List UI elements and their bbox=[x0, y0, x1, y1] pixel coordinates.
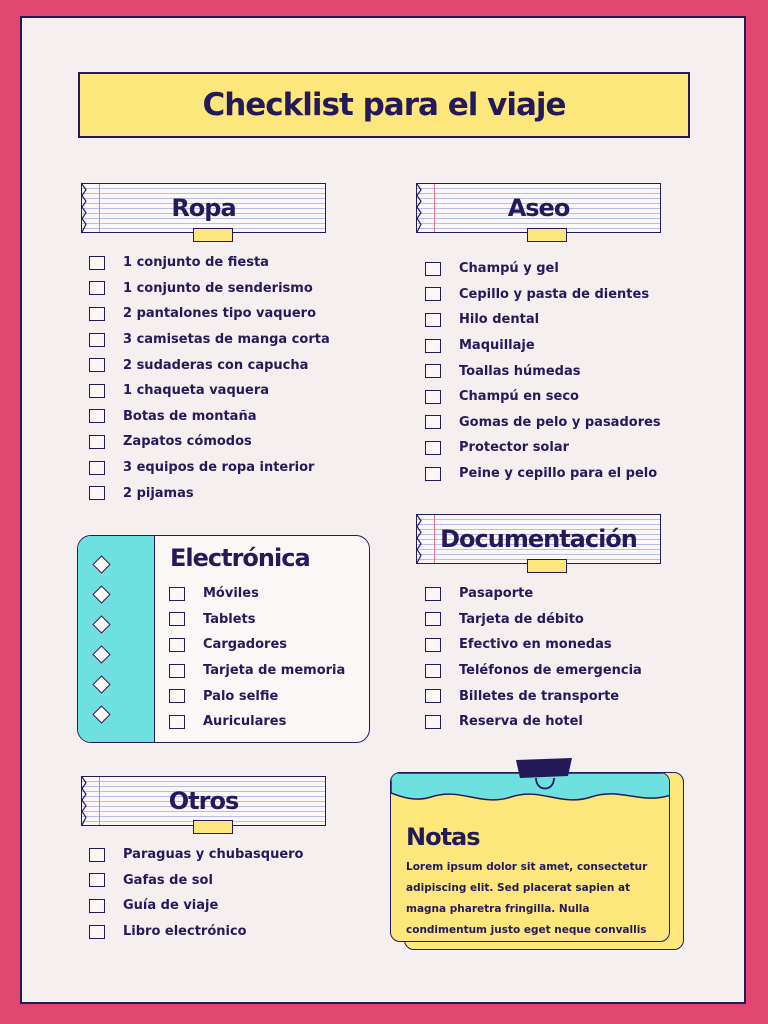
checkbox[interactable] bbox=[89, 873, 105, 887]
checklist-item bbox=[169, 632, 345, 658]
checklist-item bbox=[89, 893, 303, 919]
checklist-item bbox=[169, 683, 345, 709]
checklist-item-label: 1 chaqueta vaquera bbox=[123, 383, 270, 399]
checklist-item bbox=[89, 301, 330, 327]
checklist-item-label: Guía de viaje bbox=[123, 898, 219, 914]
checkbox[interactable] bbox=[425, 262, 441, 276]
checklist-item-label: 3 equipos de ropa interior bbox=[123, 460, 315, 476]
checklist-item bbox=[425, 358, 661, 384]
diamond-icon bbox=[92, 615, 110, 633]
checklist-item-label: Maquillaje bbox=[459, 338, 535, 354]
ropa-header-paper bbox=[81, 183, 326, 233]
checkbox[interactable] bbox=[425, 587, 441, 601]
checkbox[interactable] bbox=[425, 415, 441, 429]
torn-edge-icon bbox=[415, 184, 423, 232]
notes-front-sheet bbox=[390, 772, 670, 942]
torn-edge-icon bbox=[415, 515, 423, 563]
diamond-icon bbox=[92, 705, 110, 723]
checkbox[interactable] bbox=[425, 715, 441, 729]
checkbox[interactable] bbox=[89, 384, 105, 398]
diamond-icon bbox=[92, 555, 110, 573]
checklist-item-label: Tablets bbox=[203, 611, 256, 627]
checklist-item-label: Peine y cepillo para el pelo bbox=[459, 466, 658, 482]
checklist-item bbox=[425, 282, 661, 308]
checklist-item-label: Protector solar bbox=[459, 440, 569, 456]
checklist-item-label: Tarjeta de débito bbox=[459, 611, 584, 627]
checklist-item-label: Pasaporte bbox=[459, 586, 534, 602]
otros-header-paper bbox=[81, 776, 326, 826]
checklist-item-label: 2 pijamas bbox=[123, 485, 194, 501]
checklist-item bbox=[425, 307, 661, 333]
checklist-item-label: 3 camisetas de manga corta bbox=[123, 332, 330, 348]
checklist-item bbox=[425, 632, 642, 658]
checklist-item bbox=[425, 683, 642, 709]
checklist-item bbox=[425, 435, 661, 461]
checklist-item bbox=[425, 709, 642, 735]
aseo-list bbox=[425, 256, 661, 486]
checklist-item-label: Paraguas y chubasquero bbox=[123, 847, 304, 863]
checkbox[interactable] bbox=[425, 364, 441, 378]
checklist-item-label: Zapatos cómodos bbox=[123, 434, 252, 450]
binder-clip-icon bbox=[514, 758, 574, 796]
checkbox[interactable] bbox=[89, 358, 105, 372]
checklist-item bbox=[169, 658, 345, 684]
checkbox[interactable] bbox=[425, 664, 441, 678]
checkbox[interactable] bbox=[89, 461, 105, 475]
checkbox[interactable] bbox=[89, 848, 105, 862]
section-title-aseo: Aseo bbox=[507, 194, 570, 222]
tape-otros bbox=[193, 820, 233, 834]
section-title-electronica: Electrónica bbox=[170, 544, 310, 572]
tape-aseo bbox=[527, 228, 567, 242]
checkbox[interactable] bbox=[425, 339, 441, 353]
checklist-item bbox=[89, 404, 330, 430]
documentacion-header-paper bbox=[416, 514, 661, 564]
documentacion-list bbox=[425, 581, 642, 735]
title-banner bbox=[78, 72, 690, 138]
checklist-item-label: Toallas húmedas bbox=[459, 363, 581, 379]
checklist-item-label: Tarjeta de memoria bbox=[203, 663, 346, 679]
checklist-item bbox=[425, 581, 642, 607]
section-title-otros: Otros bbox=[168, 787, 239, 815]
diamond-icon bbox=[92, 645, 110, 663]
aseo-header-paper bbox=[416, 183, 661, 233]
checklist-item-label: Auriculares bbox=[203, 714, 287, 730]
section-title-ropa: Ropa bbox=[171, 194, 236, 222]
checkbox[interactable] bbox=[169, 587, 185, 601]
section-title-documentacion: Documentación bbox=[440, 525, 637, 553]
checklist-item bbox=[89, 480, 330, 506]
checklist-item bbox=[89, 327, 330, 353]
checkbox[interactable] bbox=[425, 467, 441, 481]
checklist-item-label: 1 conjunto de senderismo bbox=[123, 280, 313, 296]
electronica-list bbox=[169, 581, 345, 735]
electronica-side-band bbox=[78, 536, 155, 742]
checklist-item-label: Cepillo y pasta de dientes bbox=[459, 286, 650, 302]
torn-edge-icon bbox=[80, 184, 88, 232]
checklist-item-label: Billetes de transporte bbox=[459, 688, 620, 704]
checkbox[interactable] bbox=[89, 281, 105, 295]
checkbox[interactable] bbox=[89, 409, 105, 423]
checkbox[interactable] bbox=[425, 313, 441, 327]
checklist-item-label: Botas de montaña bbox=[123, 408, 257, 424]
checklist-item bbox=[89, 378, 330, 404]
checklist-item-label: Gomas de pelo y pasadores bbox=[459, 414, 661, 430]
checkbox[interactable] bbox=[169, 612, 185, 626]
checklist-item-label: Efectivo en monedas bbox=[459, 637, 612, 653]
checklist-item-label: Hilo dental bbox=[459, 312, 540, 328]
checkbox[interactable] bbox=[425, 287, 441, 301]
checklist-item bbox=[89, 276, 330, 302]
tape-ropa bbox=[193, 228, 233, 242]
checklist-item bbox=[89, 868, 303, 894]
checkbox[interactable] bbox=[89, 925, 105, 939]
checklist-item-label: Teléfonos de emergencia bbox=[459, 663, 642, 679]
checklist-item-label: Palo selfie bbox=[203, 688, 279, 704]
checkbox[interactable] bbox=[425, 612, 441, 626]
page-title: Checklist para el viaje bbox=[202, 87, 566, 123]
checklist-item-label: Gafas de sol bbox=[123, 872, 213, 888]
checklist-item bbox=[89, 352, 330, 378]
checkbox[interactable] bbox=[425, 390, 441, 404]
checkbox[interactable] bbox=[89, 307, 105, 321]
checklist-item-label: Reserva de hotel bbox=[459, 714, 583, 730]
torn-edge-icon bbox=[80, 777, 88, 825]
diamond-icon bbox=[92, 585, 110, 603]
checklist-item bbox=[425, 410, 661, 436]
checklist-item bbox=[89, 250, 330, 276]
checklist-item-label: Champú y gel bbox=[459, 261, 559, 277]
tape-documentacion bbox=[527, 559, 567, 573]
checklist-item bbox=[89, 455, 330, 481]
checklist-item bbox=[425, 607, 642, 633]
checklist-item bbox=[425, 461, 661, 487]
notes-card bbox=[390, 758, 686, 950]
checklist-item bbox=[89, 429, 330, 455]
otros-list bbox=[89, 842, 303, 944]
ropa-list bbox=[89, 250, 330, 506]
checklist-item bbox=[425, 384, 661, 410]
checkbox[interactable] bbox=[169, 638, 185, 652]
checkbox[interactable] bbox=[425, 638, 441, 652]
checklist-item bbox=[425, 256, 661, 282]
checklist-item bbox=[169, 607, 345, 633]
checkbox[interactable] bbox=[169, 664, 185, 678]
checkbox[interactable] bbox=[89, 256, 105, 270]
checklist-item-label: Cargadores bbox=[203, 637, 288, 653]
checkbox[interactable] bbox=[425, 689, 441, 703]
checklist-item-label: 2 pantalones tipo vaquero bbox=[123, 306, 317, 322]
checklist-item bbox=[425, 658, 642, 684]
checkbox[interactable] bbox=[169, 689, 185, 703]
checkbox[interactable] bbox=[425, 441, 441, 455]
checkbox[interactable] bbox=[89, 435, 105, 449]
checklist-item bbox=[89, 919, 303, 945]
checklist-item-label: Libro electrónico bbox=[123, 924, 247, 940]
checkbox[interactable] bbox=[169, 715, 185, 729]
checkbox[interactable] bbox=[89, 486, 105, 500]
diamond-icon bbox=[92, 675, 110, 693]
checkbox[interactable] bbox=[89, 899, 105, 913]
notes-title: Notas bbox=[406, 823, 480, 851]
checklist-item-label: 1 conjunto de fiesta bbox=[123, 255, 269, 271]
checkbox[interactable] bbox=[89, 333, 105, 347]
checklist-item-label: Champú en seco bbox=[459, 389, 579, 405]
checklist-item bbox=[169, 581, 345, 607]
checklist-item-label: 2 sudaderas con capucha bbox=[123, 357, 309, 373]
checklist-item bbox=[169, 709, 345, 735]
checklist-item bbox=[89, 842, 303, 868]
notes-body: Lorem ipsum dolor sit amet, consectetur adipiscing elit. Sed placerat sapien at magna pharetra fringilla. Nulla condimentum justo eget neque convallis bbox=[406, 861, 648, 936]
checklist-item bbox=[425, 333, 661, 359]
checklist-item-label: Móviles bbox=[203, 586, 259, 602]
